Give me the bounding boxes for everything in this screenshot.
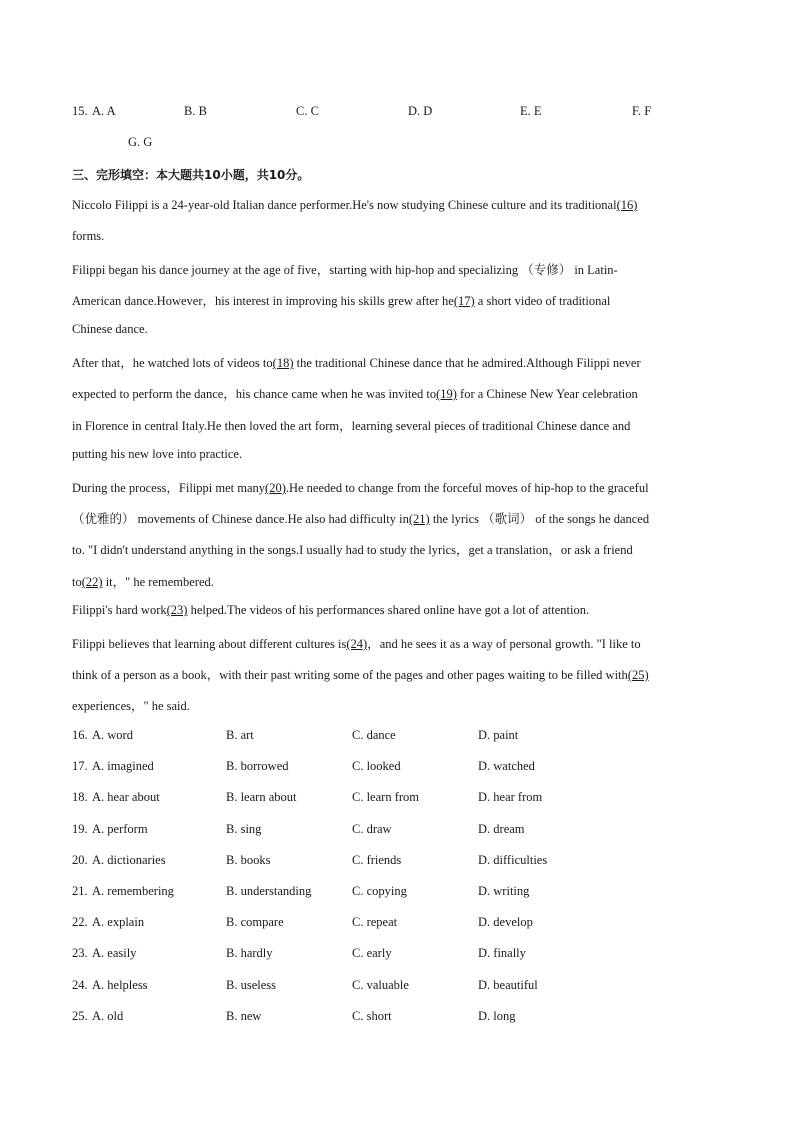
option-d: D. beautiful [478, 978, 538, 992]
option-a: A. remembering [92, 884, 174, 898]
option-c: C. dance [352, 728, 396, 742]
option-d: D. long [478, 1009, 516, 1023]
option-b: B. useless [226, 978, 276, 992]
option-b: B. art [226, 728, 254, 742]
passage-line: in Florence in central Italy.He then loved the art form，learning several pieces of traditional Chinese dance and [72, 419, 631, 433]
option-b: B. B [184, 104, 207, 118]
passage-line: During the process，Filippi met many(20).He needed to change from the forceful moves of hip-hop to the graceful [72, 481, 649, 495]
question-number: 22. [72, 915, 88, 929]
question-number: 24. [72, 978, 88, 992]
option-d: D. difficulties [478, 853, 548, 867]
option-a: A. perform [92, 822, 148, 836]
option-e: E. E [520, 104, 542, 118]
option-b: B. sing [226, 822, 262, 836]
question-number: 18. [72, 790, 88, 804]
passage-line: Filippi's hard work(23) helped.The videos of his performances shared online have got a lot of attention. [72, 603, 590, 617]
option-c: C. C [296, 104, 319, 118]
question-number: 23. [72, 946, 88, 960]
option-a: A. old [92, 1009, 124, 1023]
question-number: 21. [72, 884, 88, 898]
blank-16: (16) [616, 198, 638, 212]
blank-25: (25) [627, 668, 649, 682]
option-b: B. understanding [226, 884, 312, 898]
passage-line: After that，he watched lots of videos to(18) the traditional Chinese dance that he admired.Although Filippi never [72, 356, 641, 370]
passage-line: think of a person as a book，with their past writing some of the pages and other pages waiting to be filled with(25) [72, 668, 649, 682]
option-a: A. A [92, 104, 116, 118]
passage-line: Filippi began his dance journey at the age of five，starting with hip-hop and specializing （专修） in Latin- [72, 263, 618, 277]
question-number: 19. [72, 822, 88, 836]
question-number: 15. [72, 104, 88, 118]
passage-line: Chinese dance. [72, 322, 148, 336]
option-d: D. hear from [478, 790, 543, 804]
passage-line: Niccolo Filippi is a 24-year-old Italian dance performer.He's now studying Chinese culture and its traditional(16) [72, 198, 638, 212]
question-number: 17. [72, 759, 88, 773]
blank-19: (19) [436, 387, 457, 401]
question-number: 25. [72, 1009, 88, 1023]
option-c: C. friends [352, 853, 402, 867]
blank-17: (17) [453, 294, 475, 308]
option-d: D. dream [478, 822, 525, 836]
option-a: A. dictionaries [92, 853, 166, 867]
passage-line: putting his new love into practice. [72, 447, 243, 461]
blank-20: (20) [265, 481, 286, 495]
option-b: B. learn about [226, 790, 297, 804]
option-d: D. watched [478, 759, 535, 773]
section-heading: 三、完形填空：本大题共10小题，共10分。 [72, 168, 310, 182]
passage-line: Filippi believes that learning about different cultures is(24)，and he sees it as a way of personal growth. "I like to [72, 637, 641, 651]
blank-21: (21) [408, 512, 430, 526]
blank-24: (24) [346, 637, 368, 651]
option-g: G. G [128, 135, 153, 149]
option-c: C. repeat [352, 915, 398, 929]
option-b: B. borrowed [226, 759, 289, 773]
option-b: B. compare [226, 915, 284, 929]
passage-line: experiences，" he said. [72, 699, 190, 713]
option-c: C. copying [352, 884, 407, 898]
option-c: C. learn from [352, 790, 419, 804]
option-a: A. easily [92, 946, 137, 960]
option-d: D. finally [478, 946, 526, 960]
passage-line: （优雅的） movements of Chinese dance.He also had difficulty in(21) the lyrics （歌词） of the songs he danced [72, 512, 650, 526]
option-d: D. writing [478, 884, 530, 898]
blank-23: (23) [166, 603, 188, 617]
option-c: C. looked [352, 759, 401, 773]
option-c: C. valuable [352, 978, 409, 992]
option-a: A. explain [92, 915, 145, 929]
option-c: C. early [352, 946, 392, 960]
option-d: D. D [408, 104, 433, 118]
option-d: D. paint [478, 728, 519, 742]
option-a: A. word [92, 728, 133, 742]
question-number: 20. [72, 853, 88, 867]
blank-18: (18) [272, 356, 294, 370]
passage-line: American dance.However，his interest in improving his skills grew after he(17) a short video of traditional [72, 294, 611, 308]
option-b: B. books [226, 853, 271, 867]
option-a: A. imagined [92, 759, 154, 773]
passage-line: to(22) it，" he remembered. [72, 575, 214, 589]
option-c: C. draw [352, 822, 392, 836]
option-b: B. hardly [226, 946, 273, 960]
passage-line: forms. [72, 229, 105, 243]
question-number: 16. [72, 728, 88, 742]
option-a: A. helpless [92, 978, 148, 992]
blank-22: (22) [81, 575, 103, 589]
passage-line: to. "I didn't understand anything in the songs.I usually had to study the lyrics，get a translation，or ask a friend [72, 543, 633, 557]
option-a: A. hear about [92, 790, 160, 804]
option-c: C. short [352, 1009, 392, 1023]
option-f: F. F [632, 104, 652, 118]
option-d: D. develop [478, 915, 533, 929]
passage-line: expected to perform the dance，his chance came when he was invited to(19) for a Chinese New Year celebration [72, 387, 638, 401]
option-b: B. new [226, 1009, 262, 1023]
